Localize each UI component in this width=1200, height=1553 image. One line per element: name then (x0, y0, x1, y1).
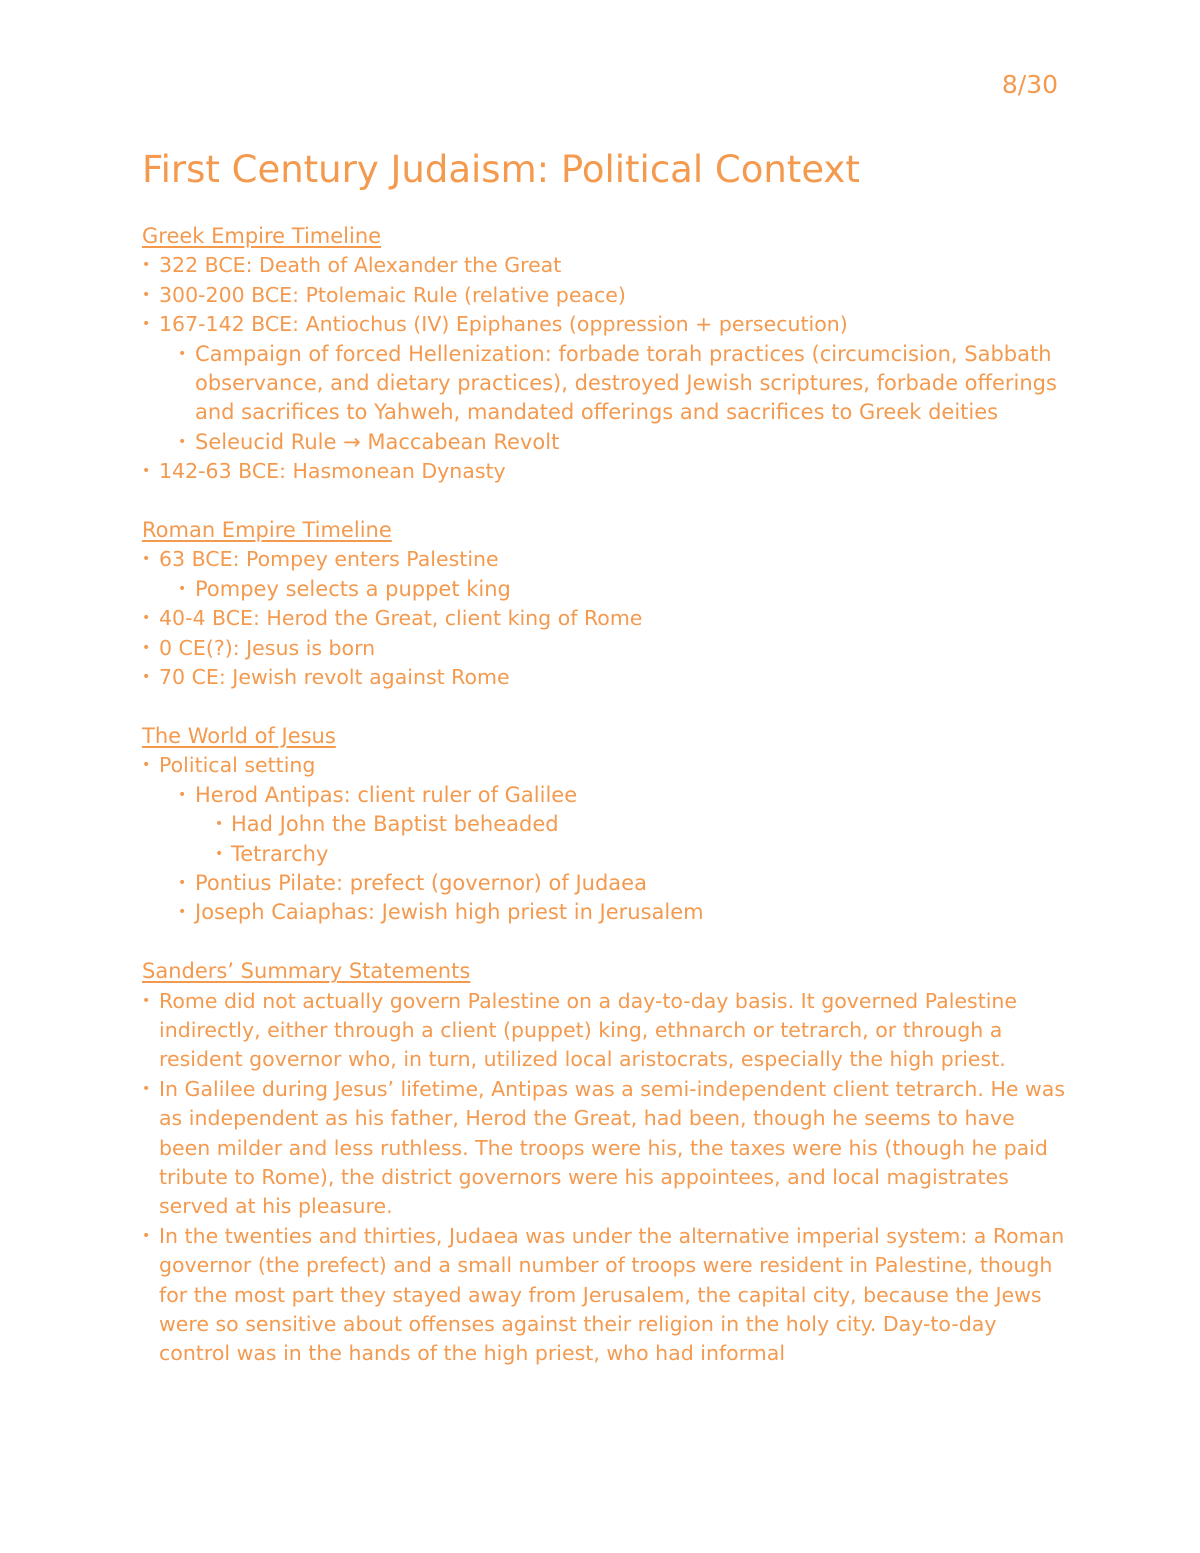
list-item (178, 898, 1067, 927)
bullet-list-level-3 (215, 810, 1067, 869)
list-item-text: Rome did not actually govern Palestine on a day-to-day basis. It governed Palestine indirectly, either through a client (puppet) king, ethnarch or tetrarch, or through a resident governor who, in turn, utilized local aristocrats, especially the high priest. (159, 988, 1018, 1072)
list-item (215, 840, 1067, 869)
bullet-icon: • (142, 992, 151, 1009)
section (142, 722, 1067, 928)
bullet-icon: • (178, 433, 187, 450)
list-item-text: Pompey selects a puppet king (195, 576, 511, 601)
list-item-text: Tetrarchy (231, 841, 329, 866)
page-title: First Century Judaism: Political Context (142, 148, 860, 191)
bullet-icon: • (178, 580, 187, 597)
bullet-icon: • (142, 1227, 151, 1244)
list-item (142, 545, 1067, 604)
list-item (215, 810, 1067, 839)
bullet-list-level-1 (142, 751, 1067, 927)
bullet-icon: • (142, 757, 151, 774)
section-heading: Roman Empire Timeline (142, 518, 392, 543)
list-item (142, 457, 1067, 486)
section-heading: The World of Jesus (142, 723, 336, 748)
list-item-text: 63 BCE: Pompey enters Palestine (159, 547, 499, 572)
list-item (178, 428, 1067, 457)
list-item-text: 322 BCE: Death of Alexander the Great (159, 253, 562, 278)
bullet-icon: • (178, 904, 187, 921)
list-item (178, 575, 1067, 604)
list-item (142, 634, 1067, 663)
section-heading: Greek Empire Timeline (142, 224, 382, 248)
list-item-text: 0 CE(?): Jesus is born (159, 635, 376, 660)
bullet-list-level-1 (142, 987, 1067, 1369)
bullet-icon: • (142, 1080, 151, 1097)
list-item (142, 663, 1067, 692)
list-item-text: Seleucid Rule → Maccabean Revolt (195, 429, 560, 454)
list-item-text: 40-4 BCE: Herod the Great, client king of Rome (159, 606, 643, 631)
bullet-list-level-1 (142, 545, 1067, 692)
list-item (142, 604, 1067, 633)
list-item (178, 340, 1067, 428)
list-item-text: Herod Antipas: client ruler of Galilee (195, 782, 578, 807)
list-item-text: In the twenties and thirties, Judaea was under the alternative imperial system: a Roman governor (the prefect) and a small number of troops were resident in Palestine, though for the most part they stayed away from Jerusalem, the capital city, because the Jews were so sensitive about offenses against their religion in the holy city. Day-to-day control was in the hands of the high priest, who had informal (159, 1223, 1065, 1366)
bullet-icon: • (142, 551, 151, 568)
section (142, 222, 1067, 487)
list-item-text: Had John the Baptist beheaded (231, 812, 559, 837)
bullet-icon: • (142, 316, 151, 333)
section-heading: Sanders’ Summary Statements (142, 959, 471, 984)
list-item-text: Pontius Pilate: prefect (governor) of Judaea (195, 870, 647, 895)
list-item-text: 167-142 BCE: Antiochus (IV) Epiphanes (oppression + persecution) (159, 312, 848, 337)
notes-content (142, 222, 1067, 1398)
bullet-icon: • (142, 257, 151, 274)
section (142, 516, 1067, 692)
bullet-icon: • (215, 845, 224, 862)
bullet-list-level-2 (178, 781, 1067, 928)
bullet-icon: • (178, 345, 187, 362)
list-item (142, 281, 1067, 310)
bullet-icon: • (142, 669, 151, 686)
list-item (142, 310, 1067, 457)
bullet-list-level-2 (178, 575, 1067, 604)
list-item-text: In Galilee during Jesus’ lifetime, Antipas was a semi-independent client tetrarch. He was as independent as his father, Herod the Great, had been, though he seems to have been milder and less ruthless. The troops were his, the taxes were his (though he paid tribute to Rome), the district governors were his appointees, and local magistrates served at his pleasure. (159, 1076, 1066, 1219)
list-item-text: 300-200 BCE: Ptolemaic Rule (relative peace) (159, 282, 626, 307)
bullet-icon: • (142, 610, 151, 627)
list-item-text: Political setting (159, 753, 316, 778)
bullet-list-level-1 (142, 251, 1067, 486)
list-item (142, 1075, 1067, 1222)
bullet-icon: • (142, 639, 151, 656)
list-item-text: 142-63 BCE: Hasmonean Dynasty (159, 459, 506, 484)
list-item (142, 1222, 1067, 1369)
bullet-icon: • (142, 463, 151, 480)
bullet-icon: • (215, 816, 224, 833)
section (142, 957, 1067, 1369)
list-item (178, 869, 1067, 898)
list-item-text: Campaign of forced Hellenization: forbade torah practices (circumcision, Sabbath observance, and dietary practices), destroyed Jewish scriptures, forbade offerings and sacrifices to Yahweh, mandated offerings and sacrifices to Greek deities (195, 341, 1057, 425)
list-item-text: Joseph Caiaphas: Jewish high priest in Jerusalem (195, 900, 704, 925)
bullet-icon: • (178, 786, 187, 803)
list-item-text: 70 CE: Jewish revolt against Rome (159, 665, 510, 690)
bullet-icon: • (178, 874, 187, 891)
bullet-icon: • (142, 286, 151, 303)
list-item (178, 781, 1067, 869)
page-number: 8/30 (1001, 70, 1058, 99)
list-item (142, 751, 1067, 927)
list-item (142, 987, 1067, 1075)
list-item (142, 251, 1067, 280)
bullet-list-level-2 (178, 340, 1067, 458)
